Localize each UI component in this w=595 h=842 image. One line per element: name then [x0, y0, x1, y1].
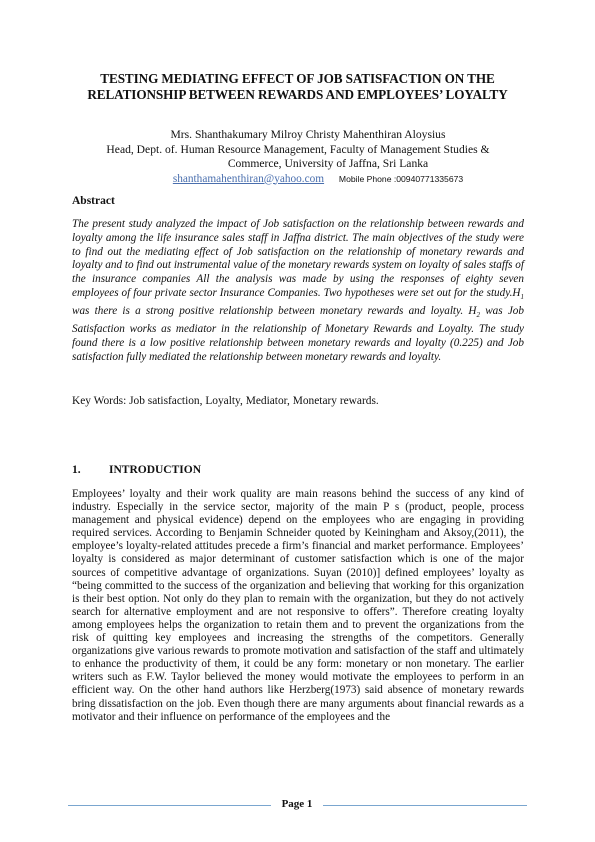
abstract-part2: was there is a strong positive relationship between monetary rewards and loyalty. [72, 305, 469, 318]
page-number: Page 1 [281, 798, 313, 810]
author-contact [72, 172, 524, 187]
footer-rule-left [68, 805, 271, 806]
author-email-link[interactable]: shanthamahenthiran@yahoo.com [172, 172, 325, 185]
section-title: INTRODUCTION [109, 464, 202, 476]
introduction-paragraph: Employees’ loyalty and their work quality are main reasons behind the success of any kind of industry. Especially in the service sector, majority of the main P s (product, people, process management and physical evidence) depend on the employees who are engaging in providing required services. According to Benjamin Schneider quoted by Keiningham and Aksoy,(2011), the employee’s loyalty-related attitudes precede a firm’s financial and market performance. Employees’ loyalty is considered as major determinant of customer satisfaction which is one of the major sources of competitive advantage of organizations. Suyan (2010)] defined employees’ loyalty as “being committed to the success of the organization and believing that working for this organization is their best option. Not only do they plan to remain with the organization, but they do not actively search for alternative employment and are not responsive to offers”. Therefore creating loyalty among employees helps the organization to retain them and to prevent the organizations from the risk of quitting key employees and increasing the strengths of the competitors. Generally organizations give various rewards to promote motivation and satisfaction of the staff and ultimately to enhance the productivity of them, it could be any form: monetary or non monetary. The earlier writers such as F.W. Taylor believed the money would motivate the employees to perform in an efficient way. On the other hand authors like Herzberg(1973) said absence of monetary rewards bring dissatisfaction on the job. Even though there are many arguments about financial rewards as a motivator and their influence on performance of the employees and the [72, 488, 524, 723]
hypothesis-1-label: $H_1$ [512, 286, 524, 302]
author-phone: Mobile Phone :00940771335673 [338, 173, 464, 184]
author-name: Mrs. Shanthakumary Milroy Christy Mahenthiran Aloysius [170, 128, 446, 141]
section-heading-introduction [72, 464, 201, 476]
footer-rule-right [323, 805, 527, 806]
author-affiliation-line2: Commerce, University of Jaffna, Sri Lanka [227, 157, 429, 170]
abstract-heading: Abstract [72, 195, 115, 207]
keywords: Key Words: Job satisfaction, Loyalty, Mediator, Monetary rewards. [72, 395, 379, 407]
paper-title: TESTING MEDIATING EFFECT OF JOB SATISFACTION ON THE RELATIONSHIP BETWEEN REWARDS AND EMPLOYEES’ LOYALTY [87, 71, 508, 102]
author-block [72, 128, 524, 186]
abstract-text [72, 218, 524, 364]
abstract-part3: was Job Satisfaction works as mediator in the relationship of Monetary Rewards and Loyalty. The study found there is a low positive relationship between monetary rewards and loyalty (0.225) and Job satisfaction fully mediated the relationship between monetary rewards and loyalty. [72, 305, 524, 363]
author-affiliation-line1: Head, Dept. of. Human Resource Management, Faculty of Management Studies & [106, 142, 490, 156]
hypothesis-2-label: $H_2$ [468, 305, 480, 320]
section-number: 1. [72, 464, 81, 476]
abstract-part1: The present study analyzed the impact of Job satisfaction on the relationship between rewards and loyalty among the life insurance sales staff in Jaffna district. The main objectives of the study were to find out the mediating effect of Job satisfaction on the relationship of monetary rewards and loyalty and to find out instrumental value of the monetary rewards system on loyalty of sales staffs of the insurance companies All the analysis was made by using the responses of eighty seven employees of four private sector Insurance Companies. Two hypotheses were set out for the study. [72, 218, 524, 299]
